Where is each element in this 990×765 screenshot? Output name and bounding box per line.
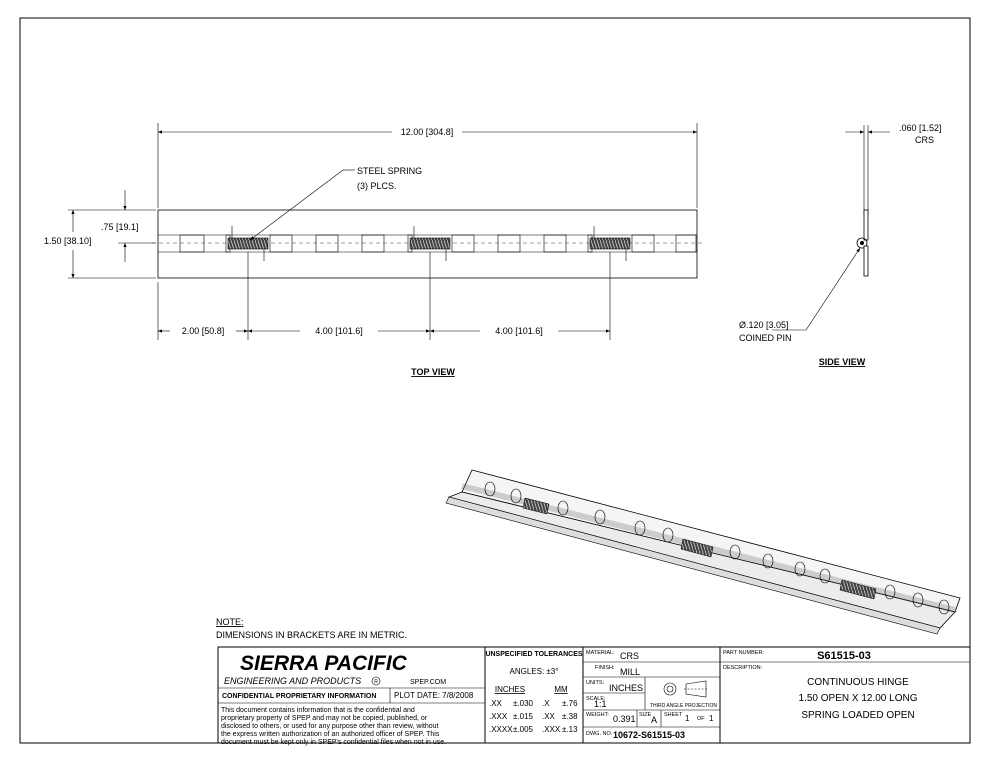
confidential-line-5: document must be kept only in SPEP's confidential files when not in use. (221, 739, 447, 746)
tolerances-heading: UNSPECIFIED TOLERANCES (485, 651, 583, 658)
scale-label: SCALE: (586, 696, 606, 702)
title-block (218, 647, 970, 746)
description-line-1: CONTINUOUS HINGE (807, 677, 909, 688)
finish-label: FINISH: (595, 665, 615, 671)
weight-value: 0.391 (613, 714, 636, 724)
pin-diameter-dim: Ø.120 [3.05] (739, 320, 789, 330)
thickness-dim: .060 [1.52] (899, 123, 942, 133)
dwg-no-value: 10672-S61515-03 (613, 730, 686, 740)
tol-row2-in-key: .XXX (489, 712, 508, 721)
tol-row3-in-key: .XXXX (489, 725, 513, 734)
drawing-border (20, 18, 970, 743)
tolerances-mm-label: MM (554, 685, 568, 694)
tolerances-inches-label: INCHES (494, 685, 526, 694)
tolerances-angles: ANGLES: ±3° (509, 667, 559, 676)
side-view-label: SIDE VIEW (818, 357, 866, 367)
weight-label: WEIGHT: (586, 712, 609, 718)
spring-pitch-dim-1: 4.00 [101.6] (315, 326, 363, 336)
note-text: DIMENSIONS IN BRACKETS ARE IN METRIC. (216, 630, 408, 640)
company-subtitle: ENGINEERING AND PRODUCTS (224, 676, 362, 686)
part-number-value: S61515-03 (817, 650, 871, 662)
overall-length-dim: 12.00 [304.8] (400, 127, 454, 137)
spring-pitch-dim-2: 4.00 [101.6] (495, 326, 543, 336)
confidential-line-3: disclosed to others, or used for any purpose other than review, without (221, 723, 439, 730)
dwg-no-label: DWG. NO. (586, 731, 613, 737)
tol-row3-mm-key: .XXX (542, 725, 561, 734)
sheet-total: 1 (709, 714, 714, 723)
confidential-line-4: the express written authorization of an authorized officer of SPEP. This (221, 731, 440, 738)
half-width-dim: .75 [19.1] (101, 222, 139, 232)
top-view-label: TOP VIEW (411, 367, 455, 377)
thickness-material: CRS (915, 135, 935, 145)
sheet-label: SHEET (664, 712, 683, 718)
confidential-heading: CONFIDENTIAL PROPRIETARY INFORMATION (222, 693, 377, 700)
tol-row2-mm-val: ±.38 (562, 712, 578, 721)
spring-callout-line1: STEEL SPRING (357, 166, 423, 176)
pin-type: COINED PIN (739, 333, 792, 343)
company-website: SPEP.COM (410, 679, 447, 686)
tol-row1-in-val: ±.030 (513, 699, 533, 708)
material-label: MATERIAL: (586, 650, 615, 656)
size-label: SIZE (639, 712, 652, 718)
top-view (44, 123, 705, 377)
plot-date: PLOT DATE: 7/8/2008 (394, 691, 474, 700)
note-heading: NOTE: (216, 617, 244, 627)
tol-row2-mm-key: .XX (542, 712, 555, 721)
units-value: INCHES (609, 683, 644, 693)
projection-label: THIRD ANGLE PROJECTION (650, 703, 717, 709)
tol-row3-in-val: ±.005 (513, 725, 533, 734)
description-label: DESCRIPTION: (723, 665, 763, 671)
size-value: A (651, 715, 658, 725)
scale-value: 1:1 (594, 699, 607, 709)
confidential-line-1: This document contains information that is the confidential and (221, 707, 415, 714)
confidential-line-2: proprietary property of SPEP and may not be copied, published, or (221, 715, 428, 722)
tol-row1-in-key: .XX (489, 699, 502, 708)
description-line-2: 1.50 OPEN X 12.00 LONG (798, 693, 918, 704)
isometric-view (446, 470, 960, 634)
side-view (739, 123, 942, 367)
sheet-number: 1 (685, 714, 690, 723)
description-line-3: SPRING LOADED OPEN (801, 710, 915, 721)
third-angle-projection-icon (664, 681, 708, 697)
tol-row2-in-val: ±.015 (513, 712, 533, 721)
spring-callout-line2: (3) PLCS. (357, 181, 397, 191)
finish-value: MILL (620, 667, 641, 677)
part-number-label: PART NUMBER: (723, 650, 764, 656)
units-label: UNITS: (586, 680, 605, 686)
sheet-of: OF (697, 716, 705, 722)
tol-row3-mm-val: ±.13 (562, 725, 578, 734)
tol-row1-mm-key: .X (542, 699, 550, 708)
tol-row1-mm-val: ±.76 (562, 699, 578, 708)
svg-text:R: R (374, 679, 378, 685)
open-width-dim: 1.50 [38.10] (44, 236, 92, 246)
material-value: CRS (620, 651, 640, 661)
spring-offset-dim: 2.00 [50.8] (181, 326, 225, 336)
company-name: SIERRA PACIFIC (240, 652, 407, 675)
